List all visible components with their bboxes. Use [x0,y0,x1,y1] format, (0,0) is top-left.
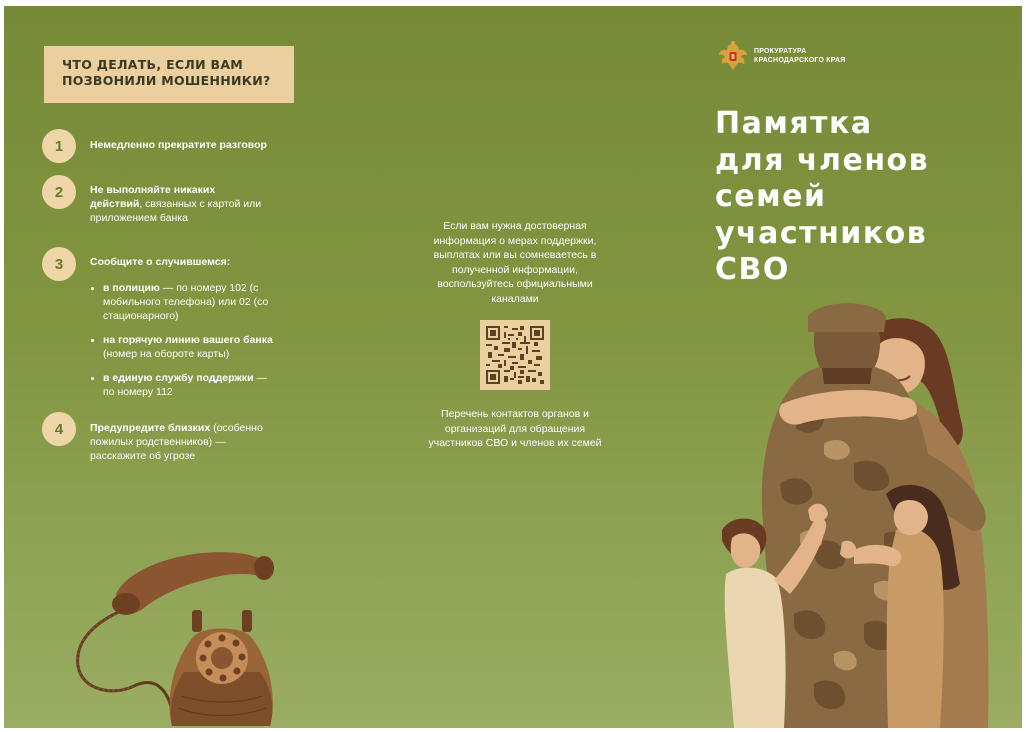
step-text [90,138,290,152]
family-illustration [704,294,1004,728]
step-text [90,255,280,409]
list-item: в единую службу поддержки — по номеру 112 [90,371,280,399]
info-text: Если вам нужна достоверная информация о мерах поддержки, выплатах или вы сомневаетесь в полученной информации, воспользуйтесь официальными каналами [433,220,597,305]
cover-title [715,106,1015,289]
org-line-1: ПРОКУРАТУРА [754,48,807,55]
cover-title-line: семей [715,179,827,214]
org-line-2: КРАСНОДАРСКОГО КРАЯ [754,56,846,64]
step-text [90,183,265,225]
contact-list [90,281,280,399]
rotary-telephone-icon [64,546,294,728]
heading: ЧТО ДЕЛАТЬ, ЕСЛИ ВАМ ПОЗВОНИЛИ МОШЕННИКИ? [62,57,271,88]
step-number: 2 [42,175,76,209]
leaflet [4,6,1022,728]
step-text-rest: (особенно пожилых родственников) — расскажите об угрозе [90,422,263,462]
step-text-bold: Не выполняйте никаких действий [90,184,216,210]
step-text [90,421,280,463]
step-text-bold: Сообщите о случившемся: [90,256,231,268]
heading-box [44,46,294,103]
qr-caption: Перечень контактов органов и организаций для обращения участников СВО и членов их семей [428,408,602,449]
qr-pattern [486,326,544,384]
cover-title-line: СВО [715,252,790,287]
org-name [754,48,845,65]
step-number: 4 [42,412,76,446]
step-number: 1 [42,129,76,163]
cover-title-line: для членов [715,142,930,178]
cover-title-line: Памятка [715,106,873,141]
prosecutor-emblem-icon [716,40,750,74]
step-text-bold: Предупредите близких [90,422,211,434]
step-text-rest: , связанных с картой или приложением банка [90,198,262,224]
list-item: в полицию — по номеру 102 (с мобильного телефона) или 02 (со стационарного) [90,281,280,323]
qr-code-icon[interactable] [480,320,550,390]
step-text-bold: Немедленно прекратите разговор [90,139,267,151]
list-item: на горячую линию вашего банка (номер на обороте карты) [90,333,280,361]
step-number: 3 [42,247,76,281]
cover-title-line: участников [715,215,928,251]
